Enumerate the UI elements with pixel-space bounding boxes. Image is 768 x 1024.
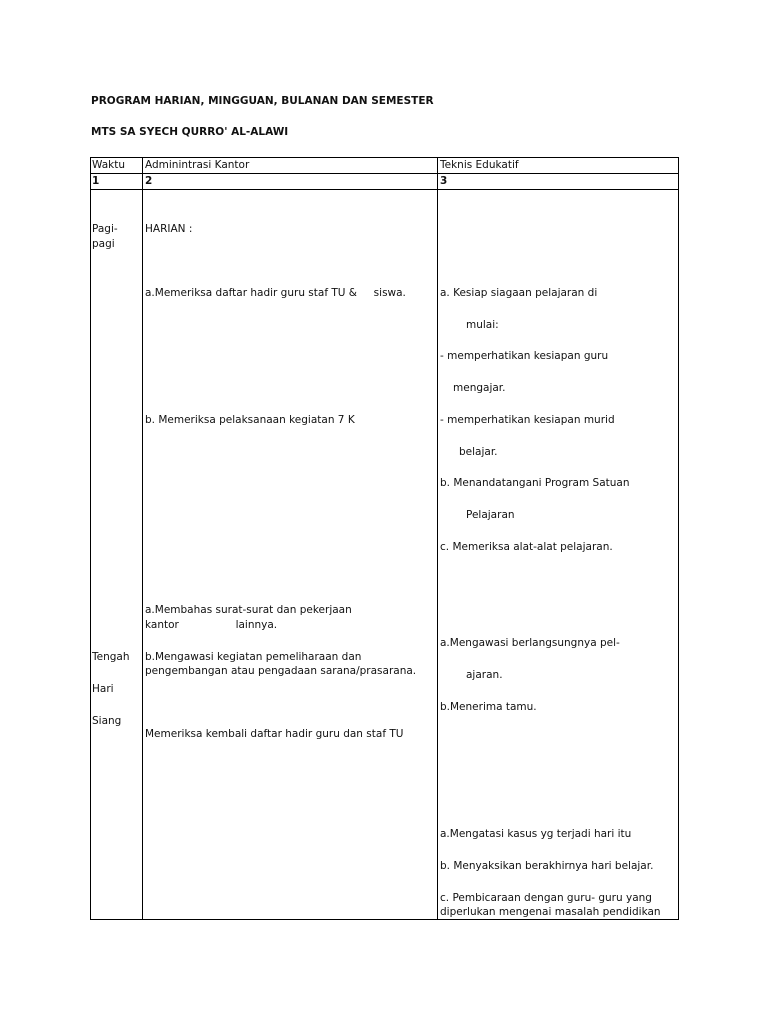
admin-item-membahas-line-2: kantor lainnya. bbox=[145, 619, 278, 631]
column-number-2: 2 bbox=[145, 175, 153, 187]
admin-item-mengawasi-line-2: pengembangan atau pengadaan sarana/prasarana. bbox=[145, 665, 417, 677]
admin-item-daftar-hadir: a.Memeriksa daftar hadir guru staf TU & siswa. bbox=[145, 287, 406, 299]
edu-item-belajar: belajar. bbox=[459, 446, 498, 458]
edu-item-mengajar: mengajar. bbox=[453, 382, 506, 394]
edu-item-program-satuan: b. Menandatangani Program Satuan bbox=[440, 477, 630, 489]
column-header-administrasi: Adminintrasi Kantor bbox=[145, 159, 250, 171]
waktu-siang: Siang bbox=[92, 715, 122, 727]
admin-item-memeriksa-kembali: Memeriksa kembali daftar hadir guru dan staf TU bbox=[145, 728, 404, 740]
program-table bbox=[90, 157, 680, 920]
number-row-divider bbox=[90, 189, 679, 190]
admin-item-kegiatan-7k: b. Memeriksa pelaksanaan kegiatan 7 K bbox=[145, 414, 355, 426]
table-border-right bbox=[678, 157, 679, 920]
table-border-bottom bbox=[90, 919, 679, 920]
edu-item-pelajaran: Pelajaran bbox=[466, 509, 515, 521]
edu-item-mengawasi-pelajaran: a.Mengawasi berlangsungnya pel- bbox=[440, 637, 620, 649]
edu-item-mengatasi-kasus: a.Mengatasi kasus yg terjadi hari itu bbox=[440, 828, 632, 840]
edu-item-ajaran: ajaran. bbox=[466, 669, 503, 681]
edu-item-alat-pelajaran: c. Memeriksa alat-alat pelajaran. bbox=[440, 541, 613, 553]
edu-item-kesiap-siagaan: a. Kesiap siagaan pelajaran di bbox=[440, 287, 598, 299]
column-header-waktu: Waktu bbox=[92, 159, 125, 171]
document-title: PROGRAM HARIAN, MINGGUAN, BULANAN DAN SEMESTER bbox=[91, 95, 434, 107]
waktu-tengah: Tengah bbox=[92, 651, 130, 663]
edu-item-pembicaraan-line-1: c. Pembicaraan dengan guru- guru yang bbox=[440, 892, 652, 904]
table-border-left bbox=[90, 157, 91, 920]
column-header-edukatif: Teknis Edukatif bbox=[440, 159, 519, 171]
admin-item-membahas-line-1: a.Membahas surat-surat dan pekerjaan bbox=[145, 604, 352, 616]
school-name: MTS SA SYECH QURRO' AL-ALAWI bbox=[91, 126, 289, 138]
edu-item-kesiapan-guru: - memperhatikan kesiapan guru bbox=[440, 350, 609, 362]
column-divider-2 bbox=[437, 157, 438, 920]
waktu-pagi-line-2: pagi bbox=[92, 238, 115, 250]
edu-item-mulai: mulai: bbox=[466, 319, 499, 331]
admin-harian-heading: HARIAN : bbox=[145, 223, 193, 235]
column-number-1: 1 bbox=[92, 175, 100, 187]
edu-item-pembicaraan-line-2: diperlukan mengenai masalah pendidikan bbox=[440, 906, 661, 918]
edu-item-kesiapan-murid: - memperhatikan kesiapan murid bbox=[440, 414, 615, 426]
header-row-divider bbox=[90, 173, 679, 174]
admin-item-mengawasi-line-1: b.Mengawasi kegiatan pemeliharaan dan bbox=[145, 651, 362, 663]
column-divider-1 bbox=[142, 157, 143, 920]
waktu-pagi-line-1: Pagi- bbox=[92, 223, 118, 235]
waktu-hari: Hari bbox=[92, 683, 114, 695]
column-number-3: 3 bbox=[440, 175, 448, 187]
edu-item-akhir-hari-belajar: b. Menyaksikan berakhirnya hari belajar. bbox=[440, 860, 654, 872]
edu-item-menerima-tamu: b.Menerima tamu. bbox=[440, 701, 537, 713]
